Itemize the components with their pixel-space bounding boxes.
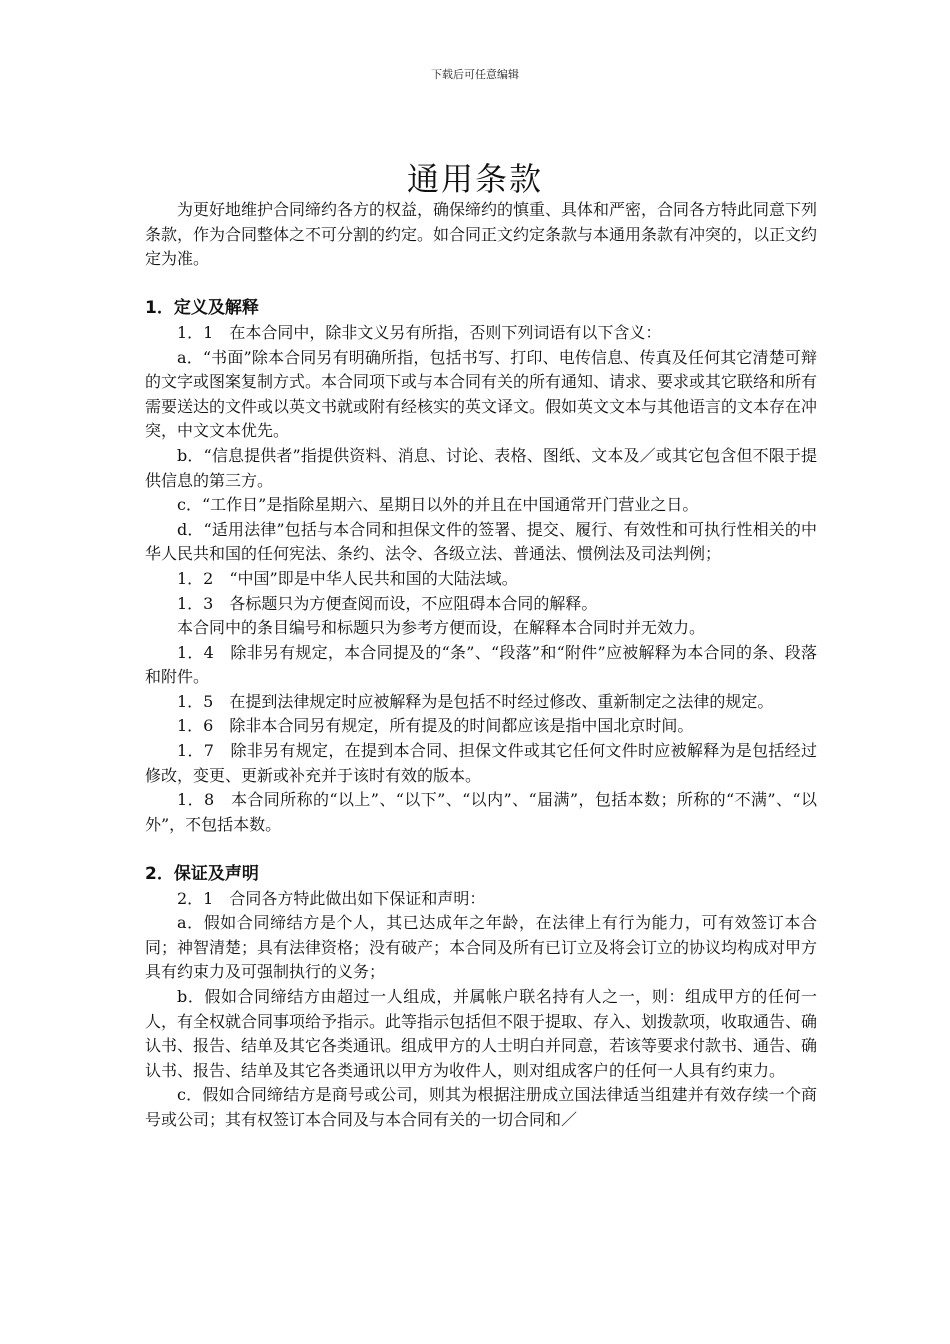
- section-1-paragraph: c．“工作日”是指除星期六、星期日以外的并且在中国通常开门营业之日。: [177, 495, 699, 515]
- section-1-paragraph: d．“适用法律”包括与本合同和担保文件的签署、提交、履行、有效性和可执行性相关的中华人民共和国的任何宪法、条约、法令、各级立法、普通法、惯例法及司法判例；: [145, 519, 817, 564]
- section-2-paragraph: 2．1 合同各方特此做出如下保证和声明：: [177, 888, 486, 908]
- section-1-paragraph: a．“书面”除本合同另有明确所指，包括书写、打印、电传信息、传真及任何其它清楚可辩的文字或图案复制方式。本合同项下或与本合同有关的所有通知、请求、要求或其它联络和所有需要送达的文件或以英文书就或附有经核实的英文译文。假如英文文本与其他语言的文本存在冲突，中文文本优先。: [145, 347, 818, 441]
- document-body: [145, 198, 817, 1133]
- section-1-heading: 1．定义及解释: [145, 298, 259, 319]
- spacer: [145, 272, 817, 297]
- section-1-paragraph: 1．1 在本合同中，除非文义另有所指，否则下列词语有以下含义：: [177, 322, 662, 342]
- section-1-paragraph: 1．2 “中国”即是中华人民共和国的大陆法域。: [177, 568, 518, 588]
- header-note: 下载后可任意编辑: [431, 68, 519, 81]
- section-1-paragraph: 1．3 各标题只为方便查阅而设，不应阻碍本合同的解释。: [177, 593, 598, 613]
- spacer: [145, 837, 817, 862]
- section-1-paragraph: 1．8 本合同所称的“以上”、“以下”、“以内”、“届满”，包括本数；所称的“不满”、“以外”，不包括本数。: [145, 790, 817, 834]
- section-1-paragraph: 1．7 除非另有规定，在提到本合同、担保文件或其它任何文件时应被解释为是包括经过修改，变更、更新或补充并于该时有效的版本。: [145, 741, 817, 785]
- section-1-paragraph: 1．5 在提到法律规定时应被解释为是包括不时经过修改、重新制定之法律的规定。: [177, 691, 774, 711]
- document-title: 通用条款: [406, 160, 543, 198]
- section-2-paragraph: b．假如合同缔结方由超过一人组成，并属帐户联名持有人之一，则：组成甲方的任何一人，有全权就合同事项给予指示。此等指示包括但不限于提取、存入、划拨款项，收取通告、确认书、报告、结单及其它各类通讯。组成甲方的人士明白并同意，若该等要求付款书、通告、确认书、报告、结单及其它各类通讯以甲方为收件人，则对组成客户的任何一人具有约束力。: [145, 987, 818, 1080]
- section-2-paragraph: c．假如合同缔结方是商号或公司，则其为根据注册成立国法律适当组建并有效存续一个商号或公司；其有权签订本合同及与本合同有关的一切合同和／: [145, 1085, 817, 1129]
- section-1-paragraph: 本合同中的条目编号和标题只为参考方便而设，在解释本合同时并无效力。: [177, 618, 706, 638]
- section-2-paragraph: a．假如合同缔结方是个人，其已达成年之年龄，在法律上有行为能力，可有效签订本合同；神智清楚；具有法律资格；没有破产；本合同及所有已订立及将会订立的协议均构成对甲方具有约束力及可强制执行的义务；: [145, 913, 818, 982]
- intro-paragraph: 为更好地维护合同缔约各方的权益，确保缔约的慎重、具体和严密，合同各方特此同意下列条款，作为合同整体之不可分割的约定。如合同正文约定条款与本通用条款有冲突的，以正文约定为准。: [145, 200, 818, 269]
- section-1-paragraph: 1．6 除非本合同另有规定，所有提及的时间都应该是指中国北京时间。: [177, 716, 694, 736]
- section-1-paragraph: b．“信息提供者”指提供资料、消息、讨论、表格、图纸、文本及／或其它包含但不限于提供信息的第三方。: [145, 445, 817, 490]
- section-2-heading: 2．保证及声明: [145, 864, 259, 885]
- section-1-paragraph: 1．4 除非另有规定，本合同提及的“条”、“段落”和“附件”应被解释为本合同的条、段落和附件。: [145, 642, 817, 687]
